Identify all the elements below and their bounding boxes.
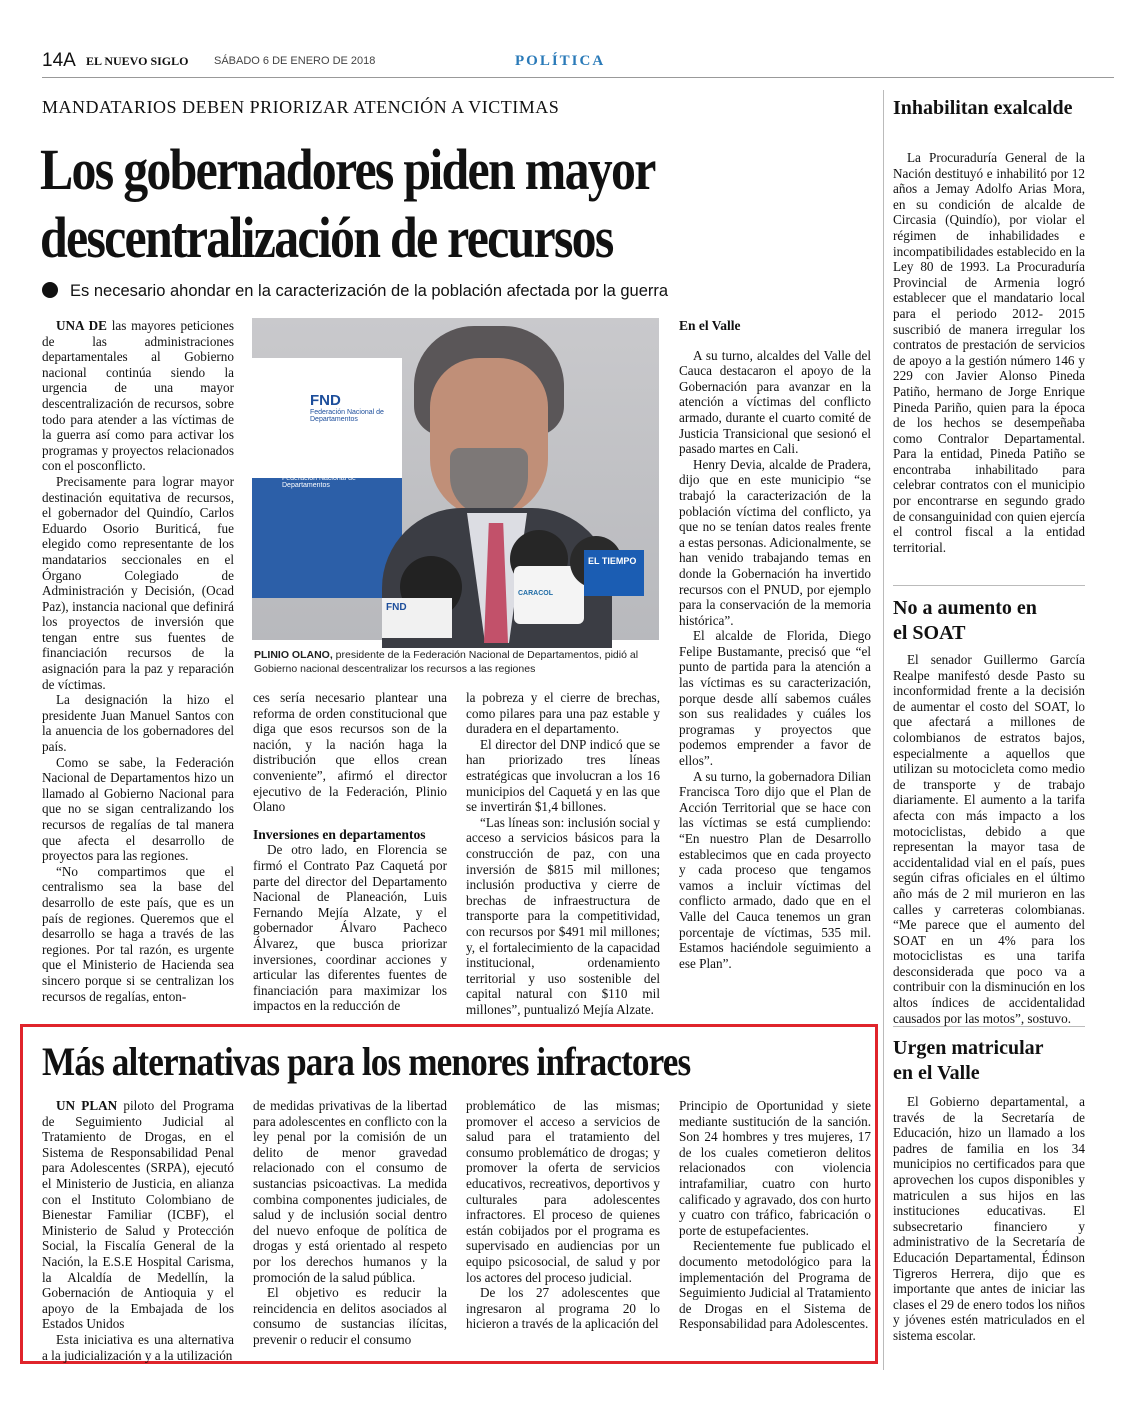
page-number: 14A (42, 50, 76, 71)
issue-date: SÁBADO 6 DE ENERO DE 2018 (214, 55, 376, 67)
paragraph: El Gobierno departamental, a través de la Secretaría de Educación, hizo un llamado a los padres de familia en los 34 municipios no certificados para que aprovechen los cupos disponibles y matriculen a sus hijos en las instituciones educativas. El subsecretario financiero y administrativo de la Secretaría de Educación Departamental, Édinson Tigreros Herrera, dijo que es importante que antes de iniciar las clases el 29 de enero todos los niños y jóvenes estén matriculados en el sistema escolar. (893, 1094, 1085, 1343)
sidebar-story-3 (893, 1094, 1085, 1354)
article-photo (252, 318, 659, 640)
subhead-valle: En el Valle (679, 318, 741, 333)
caption-name: PLINIO OLANO, (254, 649, 333, 661)
paragraph: El director del DNP indicó que se han priorizado tres líneas estratégicas que involucran a los 16 municipios del Caquetá y en las que se invertirán $1,4 billones. (466, 736, 660, 815)
sidebar-title-matricular: Urgen matricular en el Valle (893, 1037, 1044, 1084)
paragraph: “No compartimos que el centralismo sea la base del desarrollo de este país, que es un país de regiones. Queremos que el desarrollo se haga a través de las regiones. Por tal razón, es urgente que el Ministerio de Hacienda sea sincero porque si se centralizan los recursos de regalías, enton- (42, 863, 234, 1004)
lead-in: UNA DE (56, 318, 107, 333)
article-col-2 (253, 690, 447, 1024)
paragraph: De los 27 adolescentes que ingresaron al programa 20 lo hicieron a través de la aplicación del (466, 1285, 660, 1332)
box-col-2 (253, 1098, 447, 1350)
paragraph: Esta iniciativa es una alternativa a la judicialización y a la utilización (42, 1331, 234, 1363)
sidebar-rule-2 (893, 1026, 1085, 1027)
paragraph: De otro lado, en Florencia se firmó el Contrato Paz Caquetá por parte del director del Departamento Nacional de Planeación, Luis Fernando Mejía Alzate, y el gobernador Álvaro Pacheco Álvarez, que busca priorizar inversiones, coordinar acciones y articular las diferentes fuentes de financiación para maximizar los impactos en la reducción de (253, 842, 447, 1014)
paragraph: El senador Guillermo García Realpe manifestó desde Pasto su inconformidad frente a la decisión de aumentar el costo del SOAT, lo que afectará a millones de colombianos de estratos bajos, especialmente a aquellos que utilizan su motocicleta como medio de transporte y de trabajo diariamente. El aumento a la tarifa afecta con más impacto a los motociclistas, debido a que representan la mayor tasa de accidentalidad vial en el país, pues según cifras oficiales en el último año más de 2 mil murieron en las calles y carreteras colombianas. “Me parece que el aumento del SOAT en un 4% para los motociclistas es una tarifa desconsiderada que poco va a contribuir con la disminución en los altos índices de accidentalidad causados por las motos”, sostuvo. (893, 652, 1085, 1026)
paragraph: de medidas privativas de la libertad para adolescentes en conflicto con la ley penal por la comisión de un delito de menor gravedad relacionado con el consumo de sustancias psicoactivas. La medida combina componentes judiciales, de salud y de inclusión social dentro del nuevo enfoque de política de drogas y está orientado al respeto por los derechos humanos y la promoción de la salud pública. (253, 1098, 447, 1285)
paragraph: la pobreza y el cierre de brechas, como pilares para una paz estable y duradera en el departamento. (466, 690, 660, 737)
mic-flag-1: FND (382, 598, 452, 638)
sidebar-story-2 (893, 652, 1085, 1026)
page-header (42, 50, 1114, 78)
banner-1-logo: FND Federación Nacional de Departamentos (310, 392, 384, 423)
bullet-icon (42, 282, 58, 298)
paragraph: las mayores peticiones de las administraciones departamentales al Gobierno nacional continúa siendo la urgencia de una mayor descentralización de recursos, sobre todo para atender a las víctimas de la guerra así como para activar los programas y proyectos relacionados con el posconflicto. (42, 318, 234, 474)
article-col-1 (42, 318, 234, 1024)
sidebar-title-soat: No a aumento en el SOAT (893, 597, 1037, 644)
subhead-inversiones: Inversiones en departamentos (253, 826, 426, 842)
banner-2-logo: FND Federación Nacional de Departamentos (282, 458, 356, 489)
paragraph: A su turno, la gobernadora Dilian Francisca Toro dijo que el Plan de Acción Territorial que se hace con las víctimas se está cumpliendo: “En nuestro Plan de Desarrollo establecimos que en cada proyecto y cada proceso que tengamos vamos a incluir víctimas del conflicto armado, dado que en el Valle del Cauca tenemos un gran porcentaje de víctimas, 535 mil. Estamos haciéndole seguimiento a ese Plan”. (679, 768, 871, 971)
article-headline (40, 136, 655, 272)
paragraph: piloto del Programa de Seguimiento Judicial al Tratamiento de Drogas, en el Sistema de Responsabilidad Penal para Adolescentes (SRPA), ejecutó el Ministerio de Justicia, en alianza con el Instituto Colombiano de Bienestar Familiar (ICBF), el Ministerio de Salud y Protección Social, la Fiscalía General de la Nación, la E.S.E Hospital Carisma, la Alcaldía de Medellín, la Gobernación de Antioquia y el apoyo de la Embajada de los Estados Unidos (42, 1098, 235, 1332)
article-col-4 (679, 318, 871, 1024)
box-col-1 (42, 1098, 235, 1363)
paragraph: Precisamente para lograr mayor destinación equitativa de recursos, el gobernador del Quindío, Carlos Eduardo Osorio Buriticá, fue elegido como representante de los mandatarios seccionales en el Órgano Colegiado de Administración y Decisión, (Ocad Paz), instancia nacional que definirá los proyectos de inversión que tengan entre sus fuentes de financiación recursos de la asignación para la paz y reparación de víctimas. (42, 473, 234, 692)
paragraph: Principio de Oportunidad y siete mediante sustitución de la sanción. Son 24 hombres y tres mujeres, 17 de los cuales cometieron delitos relacionados con violencia intrafamiliar, cuatro con hurto calificado y agravado, dos con hurto y cuatro con tráfico, fabricación o porte de estupefacientes. (679, 1098, 871, 1238)
article-summary (42, 282, 668, 301)
photo-caption (254, 648, 659, 676)
sidebar-title-inhabilitan: Inhabilitan exalcalde (893, 97, 1073, 119)
newspaper-name: EL NUEVO SIGLO (86, 54, 189, 68)
mic-flag-2: CARACOL (514, 566, 584, 624)
paragraph: ces sería necesario plantear una reforma de orden constitucional que diga que esos recursos son de la nación, y la nación haga la distribución que ellos crean conveniente”, afirmó el director ejecutivo de la Federación, Plinio Olano (253, 690, 447, 815)
paragraph: El objetivo es reducir la reincidencia en delitos asociados al consumo de sustancias ilícitas, prevenir o reducir el consumo (253, 1285, 447, 1347)
paragraph: problemático de las mismas; promover el acceso a servicios de salud para el tratamiento del consumo problemático de drogas; y promover la oferta de servicios educativos, recreativos, deportivos y culturales para adolescentes infractores. El proceso de quienes están cobijados por el programa es supervisado en audiencias por un equipo psicosocial, de salud y por los actores del proceso judicial. (466, 1098, 660, 1285)
paragraph: “Las líneas son: inclusión social y acceso a servicios básicos para la construcción de paz, con una inversión de $815 mil millones; inclusión productiva y cierre de brechas de infraestructura de transporte para la competitividad, con recursos por $491 mil millones; y, el fortalecimiento de la capacidad institucional, ordenamiento territorial y uso sostenible del capital natural con $110 mil millones”, puntualizó Mejía Alzate. (466, 814, 660, 1017)
summary-text: Es necesario ahondar en la caracterización de la población afectada por la guerra (70, 282, 669, 300)
header-rule (42, 77, 1114, 78)
headline-line1: Los gobernadores piden mayor (40, 137, 655, 202)
box-col-3 (466, 1098, 660, 1350)
article-kicker: MANDATARIOS DEBEN PRIORIZAR ATENCIÓN A VICTIMAS (42, 97, 560, 117)
box-headline: Más alternativas para los menores infractores (42, 1039, 691, 1084)
box-col-4 (679, 1098, 871, 1350)
banner-2 (252, 478, 402, 598)
caption-text: presidente de la Federación Nacional de Departamentos, pidió al Gobierno nacional descentralizar los recursos a las regiones (254, 649, 639, 675)
paragraph: A su turno, alcaldes del Valle del Cauca destacaron el apoyo de la Gobernación para avanzar en la atención a víctimas del conflicto armado, durante el cuarto comité de Justicia Transicional que sesionó el pasado martes en Cali. (679, 347, 871, 457)
section-name: POLÍTICA (515, 53, 606, 69)
mic-flag-3: EL TIEMPO (584, 550, 644, 596)
paragraph: La Procuraduría General de la Nación destituyó e inhabilitó por 12 años a Jemay Adolfo Arias Mora, en su condición de alcalde de Circasia (Quindío), por violar el régimen de inhabilidades e incompatibilidades establecido en la Ley 80 de 1993. La Procuraduría Provincial de Armenia logró establecer que el mandatario local para el periodo 2012- 2015 suscribió de manera irregular los contratos de prestación de servicios de apoyo a la gestión número 146 y 229 con Javier Alonso Pineda Patiño, hermano de Jorge Enrique Pineda Pariño, quien para la época de los hechos se desempeñaba como Contralor Departamental. Para la entidad, Pineda Patiño se encontraba inhabilitado para celebrar contratos con el municipio por encontrarse en segundo grado de consanguinidad con quien ejercía el control fiscal a la entidad territorial. (893, 150, 1085, 555)
paragraph: La designación la hizo el presidente Juan Manuel Santos con la anuencia de los gobernadores del país. (42, 692, 234, 755)
paragraph: Recientemente fue publicado el documento metodológico para la implementación del Programa de Seguimiento Judicial al Tratamiento de Drogas en el Sistema de Responsabilidad para Adolescentes. (679, 1238, 871, 1332)
paragraph: Como se sabe, la Federación Nacional de Departamentos hizo un llamado al Gobierno Nacional para que no se sigan centralizando los recursos de regalías de tal manera que afecta el desarrollo de proyectos para las regiones. (42, 754, 234, 864)
sidebar-divider (883, 90, 884, 1370)
sidebar-rule-1 (893, 585, 1085, 586)
lead-in: UN PLAN (56, 1098, 118, 1113)
sidebar-story-1 (893, 150, 1085, 580)
paragraph: El alcalde de Florida, Diego Felipe Bustamante, precisó que “el punto de partida para la atención a las víctimas es su caracterización, porque desde allí sabemos cuáles son sus realidades y cuáles los programas y proyectos que podemos emprender a favor de ellos”. (679, 628, 871, 769)
headline-line2: descentralización de recursos (40, 205, 613, 270)
paragraph: Henry Devia, alcalde de Pradera, dijo que en este municipio “se trabajó la caracterización de la población víctima del conflicto, ya que no se tenían datos reales frente a estas personas. Adicionalmente, se han venido trabajando temas en donde la Gobernación ha invertido recursos con el PNUD, por ejemplo para la conservación de la memoria histórica”. (679, 456, 871, 628)
article-col-3 (466, 690, 660, 1024)
